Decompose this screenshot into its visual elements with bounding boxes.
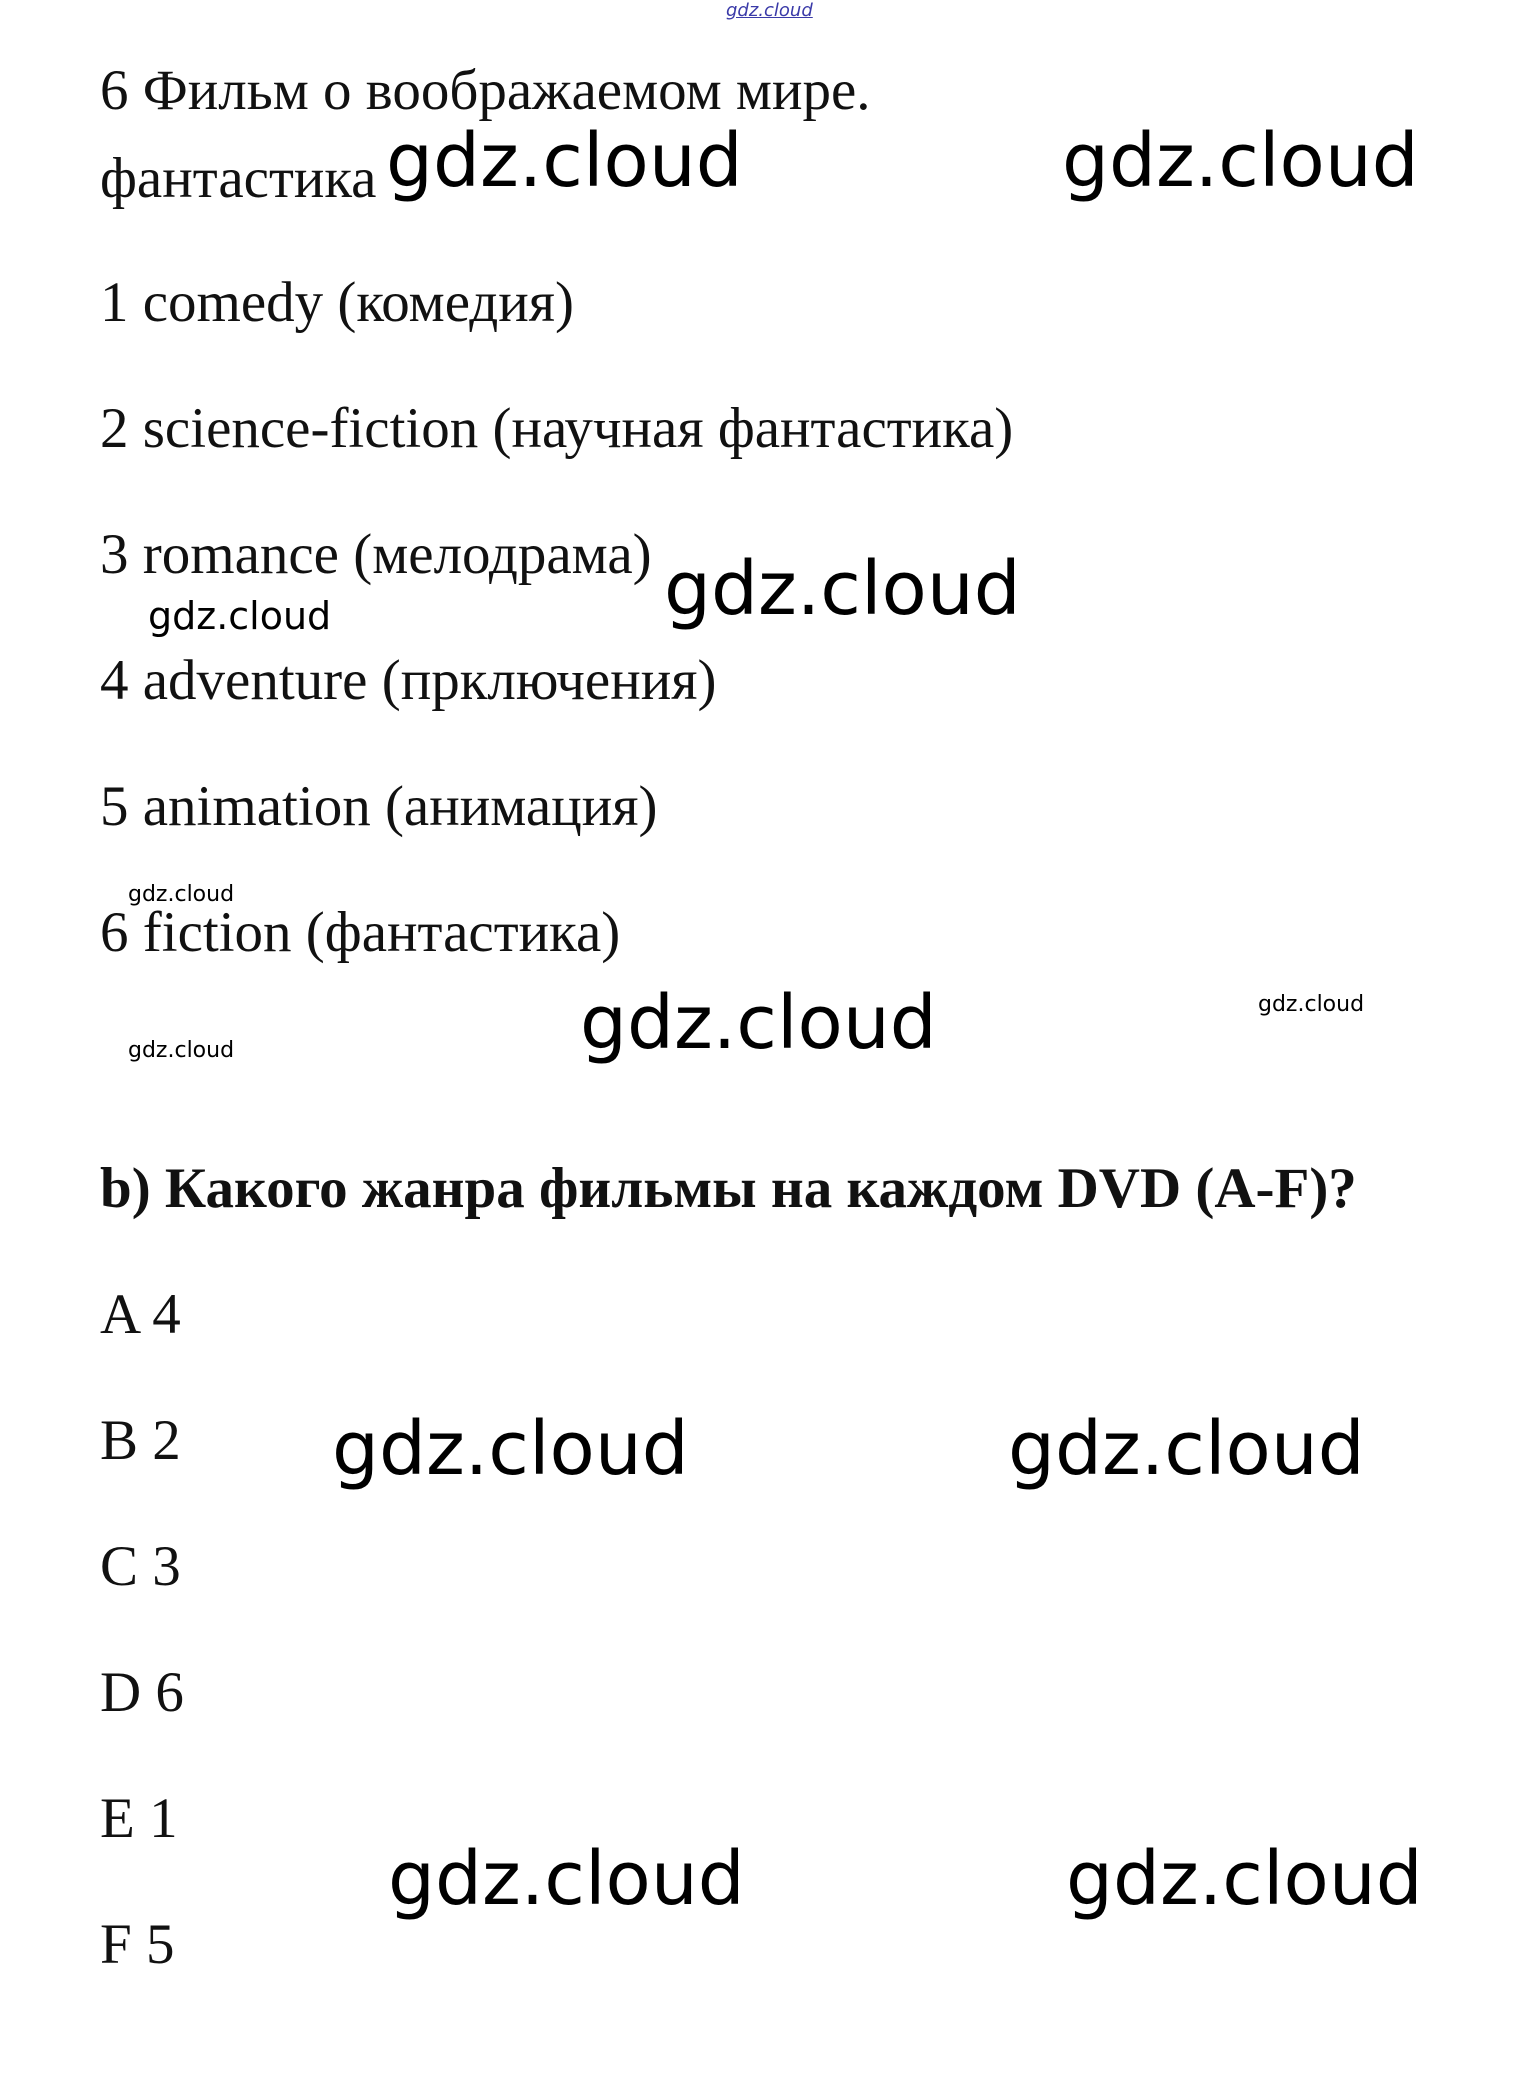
dvd-answer-c: C 3	[100, 1535, 181, 1598]
definition-line: 6 Фильм о воображаемом мире.	[100, 59, 871, 122]
watermark: gdz.cloud	[664, 546, 1021, 632]
genre-item-4: 4 adventure (прключения)	[100, 649, 717, 712]
watermark: gdz.cloud	[386, 118, 743, 204]
definition-answer: фантастика	[100, 147, 377, 210]
watermark: gdz.cloud	[388, 1836, 745, 1922]
dvd-answer-e: E 1	[100, 1787, 178, 1850]
watermark: gdz.cloud	[148, 594, 332, 638]
dvd-answer-b: B 2	[100, 1409, 181, 1472]
watermark: gdz.cloud	[1258, 992, 1365, 1017]
header-watermark: gdz.cloud	[726, 0, 813, 21]
question-heading: b) Какого жанра фильмы на каждом DVD (A-F)?	[100, 1157, 1357, 1220]
watermark: gdz.cloud	[332, 1406, 689, 1492]
watermark: gdz.cloud	[128, 882, 235, 907]
dvd-answer-d: D 6	[100, 1661, 184, 1724]
genre-item-5: 5 animation (анимация)	[100, 775, 658, 838]
genre-item-1: 1 comedy (комедия)	[100, 271, 574, 334]
watermark: gdz.cloud	[1066, 1836, 1423, 1922]
watermark: gdz.cloud	[580, 980, 937, 1066]
watermark: gdz.cloud	[128, 1038, 235, 1063]
genre-item-3: 3 romance (мелодрама)	[100, 523, 652, 586]
genre-item-2: 2 science-fiction (научная фантастика)	[100, 397, 1014, 460]
genre-item-6: 6 fiction (фантастика)	[100, 901, 621, 964]
watermark: gdz.cloud	[1062, 118, 1419, 204]
watermark: gdz.cloud	[1008, 1406, 1365, 1492]
dvd-answer-a: A 4	[100, 1283, 181, 1346]
dvd-answer-f: F 5	[100, 1913, 175, 1976]
